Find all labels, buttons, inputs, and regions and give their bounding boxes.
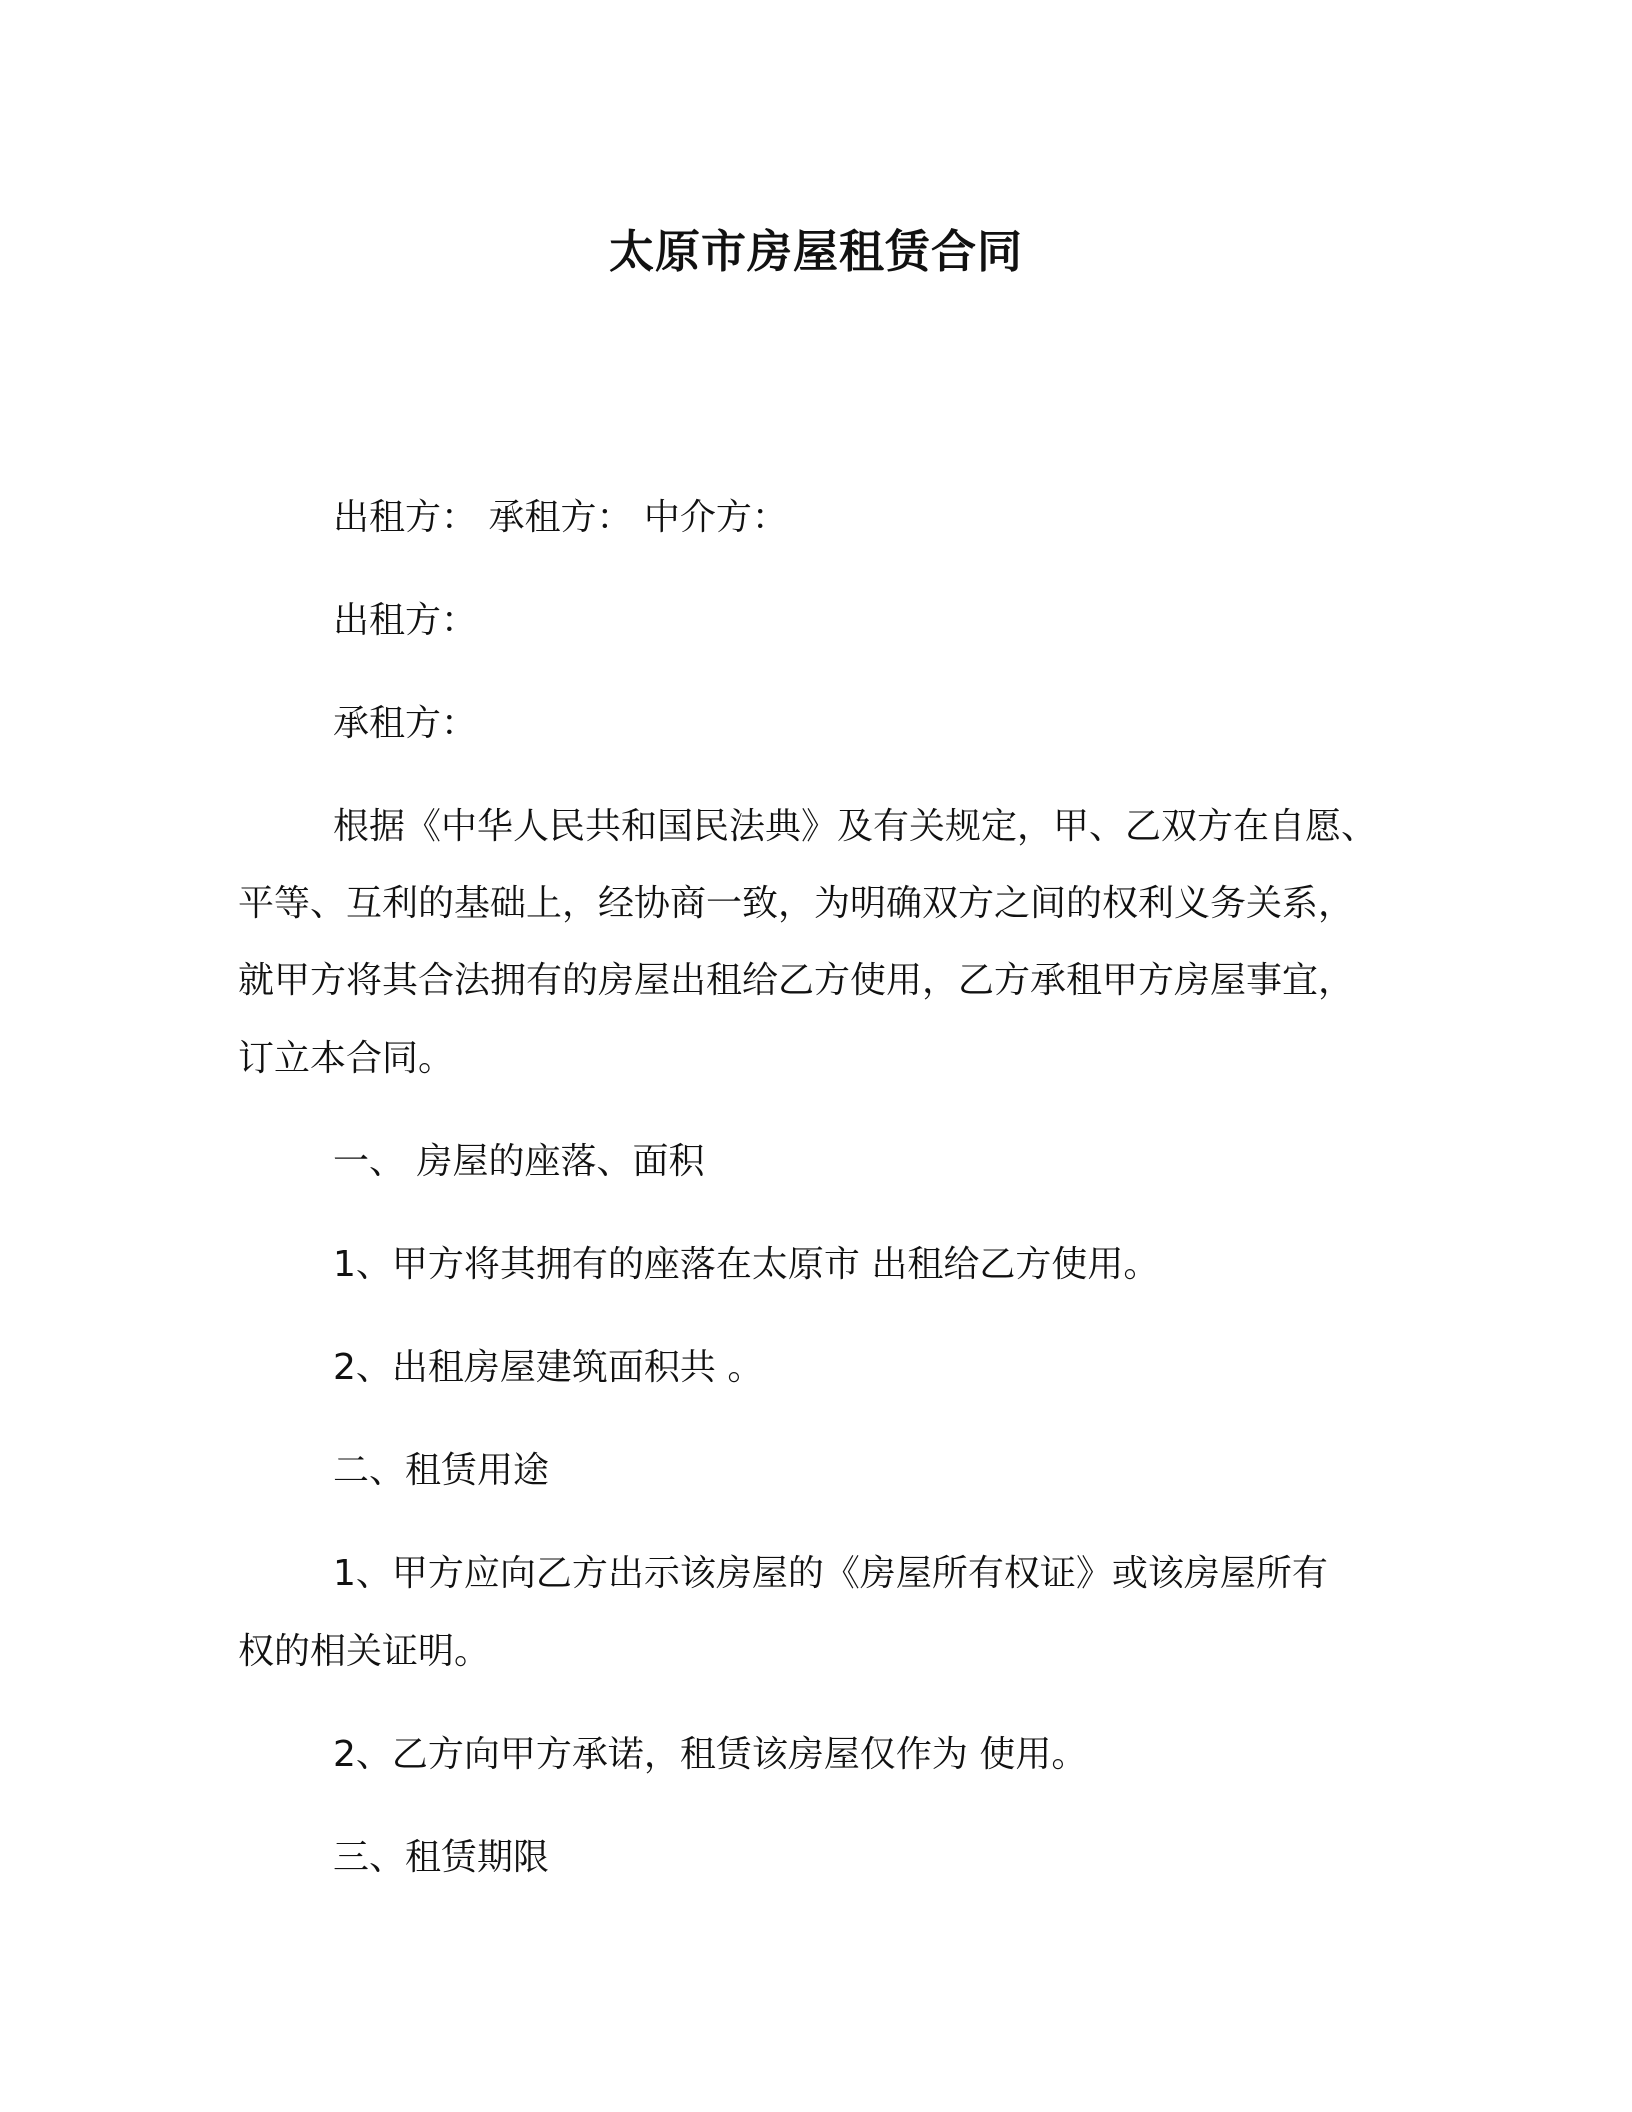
preamble-line-4: 订立本合同。 — [238, 1038, 455, 1079]
lessee-line: 承租方： — [333, 703, 478, 744]
section-2-clause-1-cont: 权的相关证明。 — [238, 1631, 491, 1672]
preamble-line-1: 根据《中华人民共和国民法典》及有关规定，甲、乙双方在自愿、 — [333, 806, 1378, 847]
section-2-clause-1: 1、甲方应向乙方出示该房屋的《房屋所有权证》或该房屋所有 — [333, 1553, 1328, 1594]
section-3-heading: 三、租赁期限 — [333, 1837, 550, 1878]
parties-line: 出租方： 承租方： 中介方： — [333, 497, 788, 538]
preamble-line-2: 平等、互利的基础上，经协商一致，为明确双方之间的权利义务关系， — [238, 883, 1355, 924]
document-title: 太原市房屋租赁合同 — [608, 225, 1023, 278]
lessor-line: 出租方： — [333, 600, 478, 641]
section-2-clause-2: 2、乙方向甲方承诺，租赁该房屋仅作为 使用。 — [333, 1734, 1088, 1775]
section-1-clause-1: 1、甲方将其拥有的座落在太原市 出租给乙方使用。 — [333, 1244, 1160, 1285]
section-1-clause-2: 2、出租房屋建筑面积共 。 — [333, 1347, 764, 1388]
preamble-line-3: 就甲方将其合法拥有的房屋出租给乙方使用，乙方承租甲方房屋事宜， — [238, 960, 1355, 1001]
section-2-heading: 二、租赁用途 — [333, 1450, 550, 1491]
section-1-heading: 一、 房屋的座落、面积 — [333, 1141, 705, 1182]
